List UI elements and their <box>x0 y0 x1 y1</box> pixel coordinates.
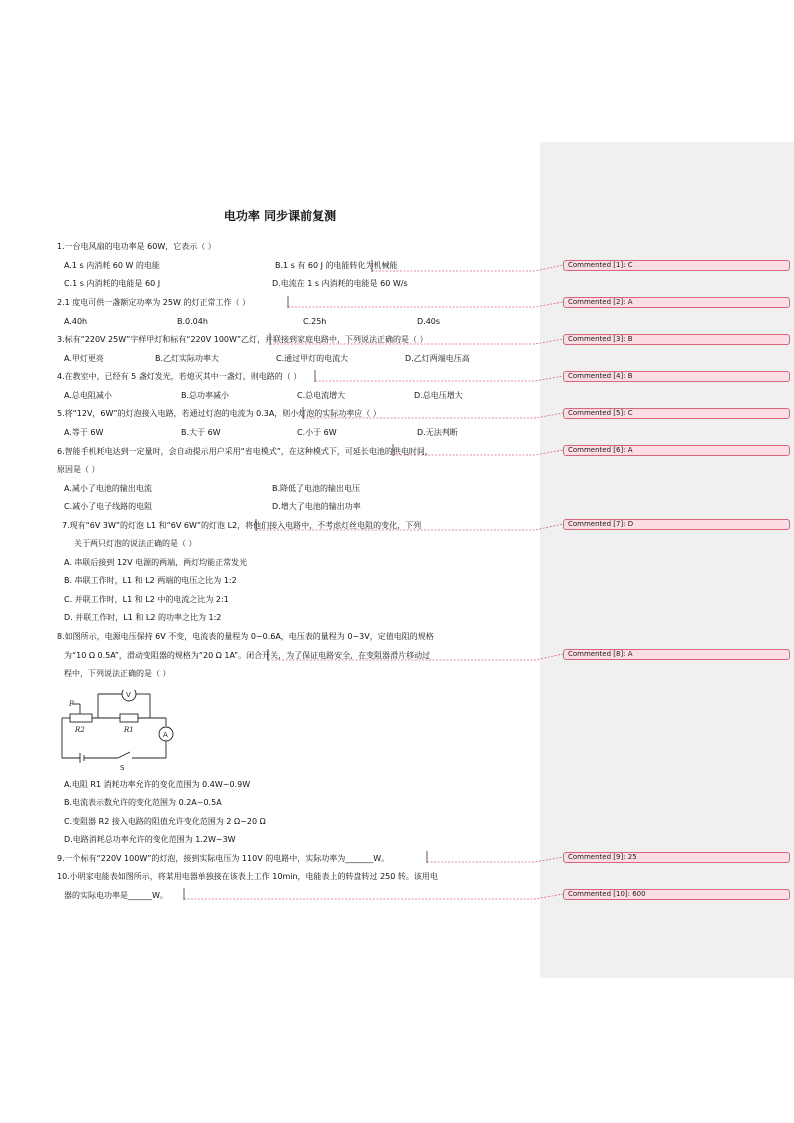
comment-2[interactable]: Commented [2]: A <box>563 297 790 308</box>
option-6c: C.减小了电子线路的电阻 <box>64 502 153 511</box>
option-2a: A.40h <box>64 317 88 326</box>
ammeter-icon: A <box>163 731 168 739</box>
question-10: 10.小明家电能表如图所示，将某用电器单独接在该表上工作 10min，电能表上的转盘转过 250 转。该用电 <box>57 872 438 881</box>
question-2: 2.1 度电可供一盏额定功率为 25W 的灯正常工作（ ） <box>57 298 250 307</box>
question-6: 6.智能手机耗电达到一定量时，会自动提示用户采用“省电模式”，在这种模式下，可延长电池的供电时间， <box>57 447 433 456</box>
option-2c: C.25h <box>303 317 327 326</box>
option-7a: A. 串联后接到 12V 电源的两端，两灯均能正常发光 <box>64 558 248 567</box>
option-3c: C.通过甲灯的电流大 <box>276 354 349 363</box>
option-3d: D.乙灯两端电压高 <box>405 354 470 363</box>
option-2b: B.0.04h <box>177 317 208 326</box>
option-4d: D.总电压增大 <box>414 391 463 400</box>
label-s: S <box>120 764 125 772</box>
option-4a: A.总电阻减小 <box>64 391 112 400</box>
comment-3[interactable]: Commented [3]: B <box>563 334 790 345</box>
question-9: 9.一个标有“220V 100W”的灯泡，接到实际电压为 110V 的电路中，实际功率为_______W。 <box>57 854 390 863</box>
question-4: 4.在教室中，已经有 5 盏灯发光，若熄灭其中一盏灯，则电路的（ ） <box>57 372 302 381</box>
question-6-cont: 原因是（ ） <box>57 465 100 474</box>
question-3: 3.标有“220V 25W”字样甲灯和标有“220V 100W”乙灯，并联接到家庭电路中，下列说法正确的是（ ） <box>57 335 428 344</box>
circuit-diagram <box>58 690 176 772</box>
option-8b: B.电流表示数允许的变化范围为 0.2A~0.5A <box>64 798 222 807</box>
option-5d: D.无法判断 <box>417 428 458 437</box>
question-10-cont: 器的实际电功率是______W。 <box>64 891 168 900</box>
question-8: 8.如图所示，电源电压保持 6V 不变，电流表的量程为 0~0.6A，电压表的量程为 0~3V，定值电阻的规格 <box>57 632 434 641</box>
option-2d: D.40s <box>417 317 441 326</box>
question-7: 7.现有“6V 3W”的灯泡 L1 和“6V 6W”的灯泡 L2，将他们接入电路中，不考虑灯丝电阻的变化，下列 <box>62 521 422 530</box>
option-7b: B. 串联工作时，L1 和 L2 两端的电压之比为 1:2 <box>64 576 237 585</box>
option-8d: D.电路消耗总功率允许的变化范围为 1.2W~3W <box>64 835 236 844</box>
option-1d: D.电流在 1 s 内消耗的电能是 60 W/s <box>272 279 408 288</box>
question-7-cont: 关于两只灯泡的说法正确的是（ ） <box>74 539 197 548</box>
option-1a: A.1 s 内消耗 60 W 的电能 <box>64 261 160 270</box>
comment-9[interactable]: Commented [9]: 25 <box>563 852 790 863</box>
option-4b: B.总功率减小 <box>181 391 230 400</box>
label-p: P <box>69 700 74 708</box>
option-6d: D.增大了电池的输出功率 <box>272 502 361 511</box>
label-r2: R2 <box>75 726 85 734</box>
option-8a: A.电阻 R1 消耗功率允许的变化范围为 0.4W~0.9W <box>64 780 251 789</box>
option-7c: C. 并联工作时，L1 和 L2 中的电流之比为 2:1 <box>64 595 229 604</box>
option-3b: B.乙灯实际功率大 <box>155 354 220 363</box>
option-1c: C.1 s 内消耗的电能是 60 J <box>64 279 161 288</box>
option-5b: B.大于 6W <box>181 428 221 437</box>
option-7d: D. 并联工作时，L1 和 L2 的功率之比为 1:2 <box>64 613 222 622</box>
option-5a: A.等于 6W <box>64 428 104 437</box>
comment-10[interactable]: Commented [10]: 600 <box>563 889 790 900</box>
comment-8[interactable]: Commented [8]: A <box>563 649 790 660</box>
question-5: 5.将“12V，6W”的灯泡接入电路，若通过灯泡的电流为 0.3A，则小灯泡的实际功率应（ ） <box>57 409 381 418</box>
question-1: 1.一台电风扇的电功率是 60W，它表示（ ） <box>57 242 216 251</box>
question-8-cont2: 程中，下列说法正确的是（ ） <box>64 669 171 678</box>
option-6a: A.减小了电池的输出电流 <box>64 484 152 493</box>
option-4c: C.总电流增大 <box>297 391 346 400</box>
comment-6[interactable]: Commented [6]: A <box>563 445 790 456</box>
comment-5[interactable]: Commented [5]: C <box>563 408 790 419</box>
option-8c: C.变阻器 R2 接入电路的阻值允许变化范围为 2 Ω~20 Ω <box>64 817 266 826</box>
comment-7[interactable]: Commented [7]: D <box>563 519 790 530</box>
label-r1: R1 <box>124 726 134 734</box>
page-title: 电功率 同步课前复测 <box>223 209 337 223</box>
question-8-cont: 为“10 Ω 0.5A”，滑动变阻器的规格为“20 Ω 1A”。闭合开关，为了保证电路安全，在变阻器滑片移动过 <box>64 651 431 660</box>
option-1b: B.1 s 有 60 J 的电能转化为机械能 <box>275 261 398 270</box>
option-3a: A.甲灯更亮 <box>64 354 104 363</box>
voltmeter-icon: V <box>126 691 131 699</box>
option-5c: C.小于 6W <box>297 428 337 437</box>
comment-4[interactable]: Commented [4]: B <box>563 371 790 382</box>
comment-1[interactable]: Commented [1]: C <box>563 260 790 271</box>
option-6b: B.降低了电池的输出电压 <box>272 484 361 493</box>
